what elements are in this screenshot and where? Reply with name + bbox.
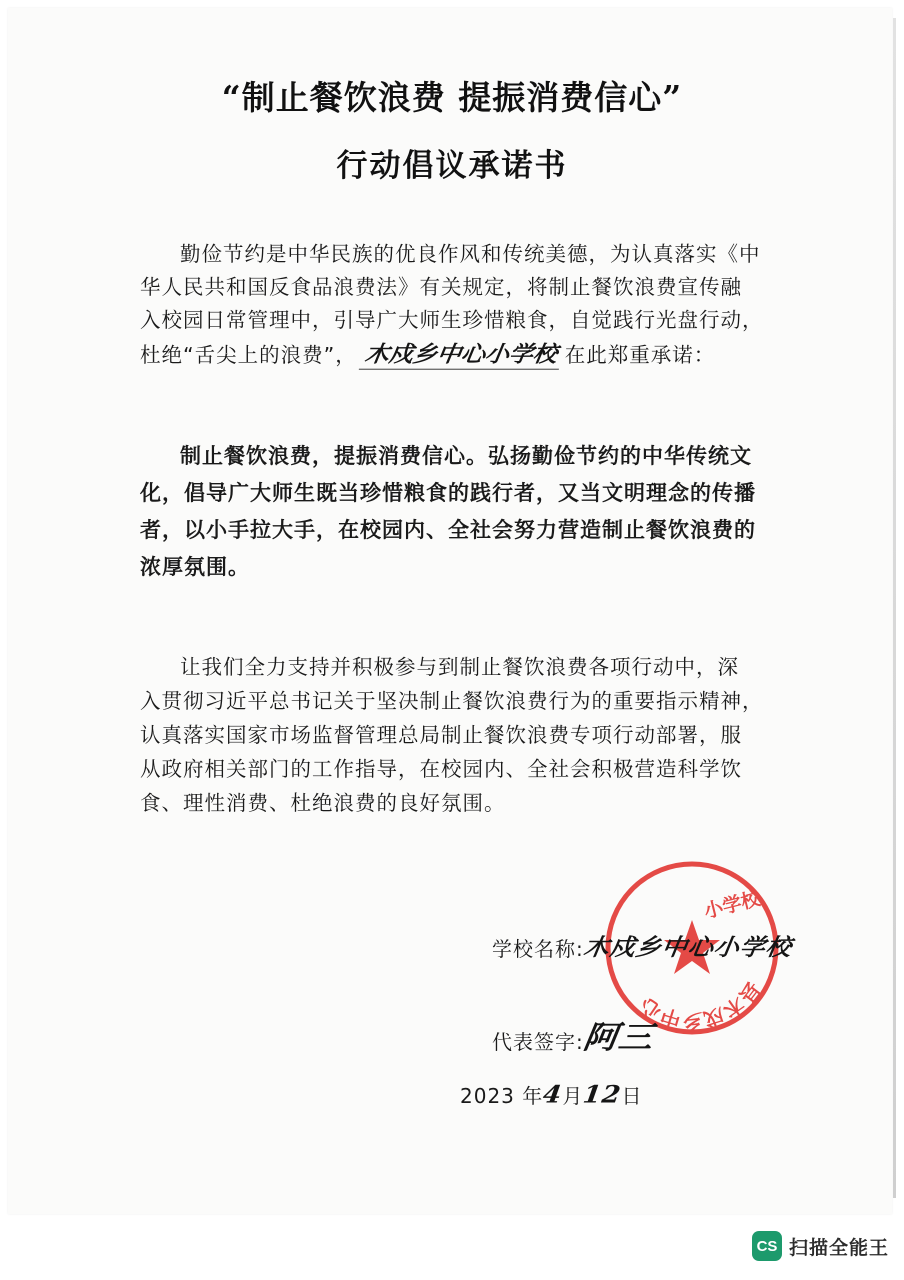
- paragraph-text: 在此郑重承诺：: [564, 343, 716, 367]
- seal-top-text: 小学校: [701, 887, 763, 923]
- paragraph-intro: [140, 238, 780, 370]
- page-edge-shadow: [893, 18, 896, 1198]
- representative-row: [492, 1010, 654, 1059]
- paragraph-line: 化，倡导广大师生既当珍惜粮食的践行者，又当文明理念的传播: [140, 481, 756, 505]
- paragraph-line: 入校园日常管理中，引导广大师生珍惜粮食，自觉践行光盘行动，: [140, 308, 764, 332]
- scanner-watermark: [752, 1228, 889, 1264]
- handwritten-school-signature: 木戍乡中心小学校: [581, 934, 794, 961]
- representative-label: 代表签字:: [492, 1030, 584, 1054]
- handwritten-school-name: 木戍乡中心小学校: [359, 338, 563, 369]
- paragraph-line: 者，以小手拉大手，在校园内、全社会努力营造制止餐饮浪费的: [140, 518, 756, 542]
- date-year: 2023 年: [460, 1084, 544, 1108]
- scanner-app-name: 扫描全能王: [789, 1236, 890, 1259]
- paragraph-line: 从政府相关部门的工作指导，在校园内、全社会积极营造科学饮: [140, 757, 742, 781]
- handwritten-day: 12: [581, 1081, 624, 1109]
- paragraph-call-to-action: [140, 650, 780, 820]
- paragraph-line: 认真落实国家市场监督管理总局制止餐饮浪费专项行动部署，服: [140, 723, 742, 747]
- paragraph-line: 制止餐饮浪费，提振消费信心。弘扬勤俭节约的中华传统文: [180, 444, 752, 468]
- handwritten-month: 4: [541, 1081, 565, 1109]
- paragraph-line: 入贯彻习近平总书记关于坚决制止餐饮浪费行为的重要指示精神，: [140, 689, 764, 713]
- paragraph-line: 食、理性消费、杜绝浪费的良好氛围。: [140, 791, 506, 815]
- handwritten-signature: 阿三: [580, 1019, 656, 1057]
- date-day-unit: 日: [621, 1084, 643, 1108]
- document-subtitle: 行动倡议承诺书: [336, 148, 568, 184]
- document-title: “制止餐饮浪费 提振消费信心”: [221, 78, 683, 117]
- date-month-unit: 月: [562, 1084, 584, 1108]
- seal-ring-text: 县木戍乡中心: [635, 977, 766, 1034]
- paragraph-line: 浓厚氛围。: [140, 555, 250, 579]
- school-name-label: 学校名称:: [492, 937, 584, 961]
- paragraph-line: 让我们全力支持并积极参与到制止餐饮浪费各项行动中，深: [180, 655, 739, 679]
- paragraph-line: 勤俭节约是中华民族的优良作风和传统美德，为认真落实《中: [180, 242, 761, 266]
- paragraph-line: 华人民共和国反食品浪费法》有关规定，将制止餐饮浪费宣传融: [140, 275, 742, 299]
- document-date: [460, 1080, 643, 1110]
- camscanner-logo-icon: CS: [752, 1231, 782, 1261]
- paragraph-pledge: [140, 438, 780, 586]
- school-name-row: [492, 928, 792, 964]
- paragraph-line: [140, 337, 780, 370]
- paragraph-text: 杜绝“舌尖上的浪费”，: [140, 343, 357, 367]
